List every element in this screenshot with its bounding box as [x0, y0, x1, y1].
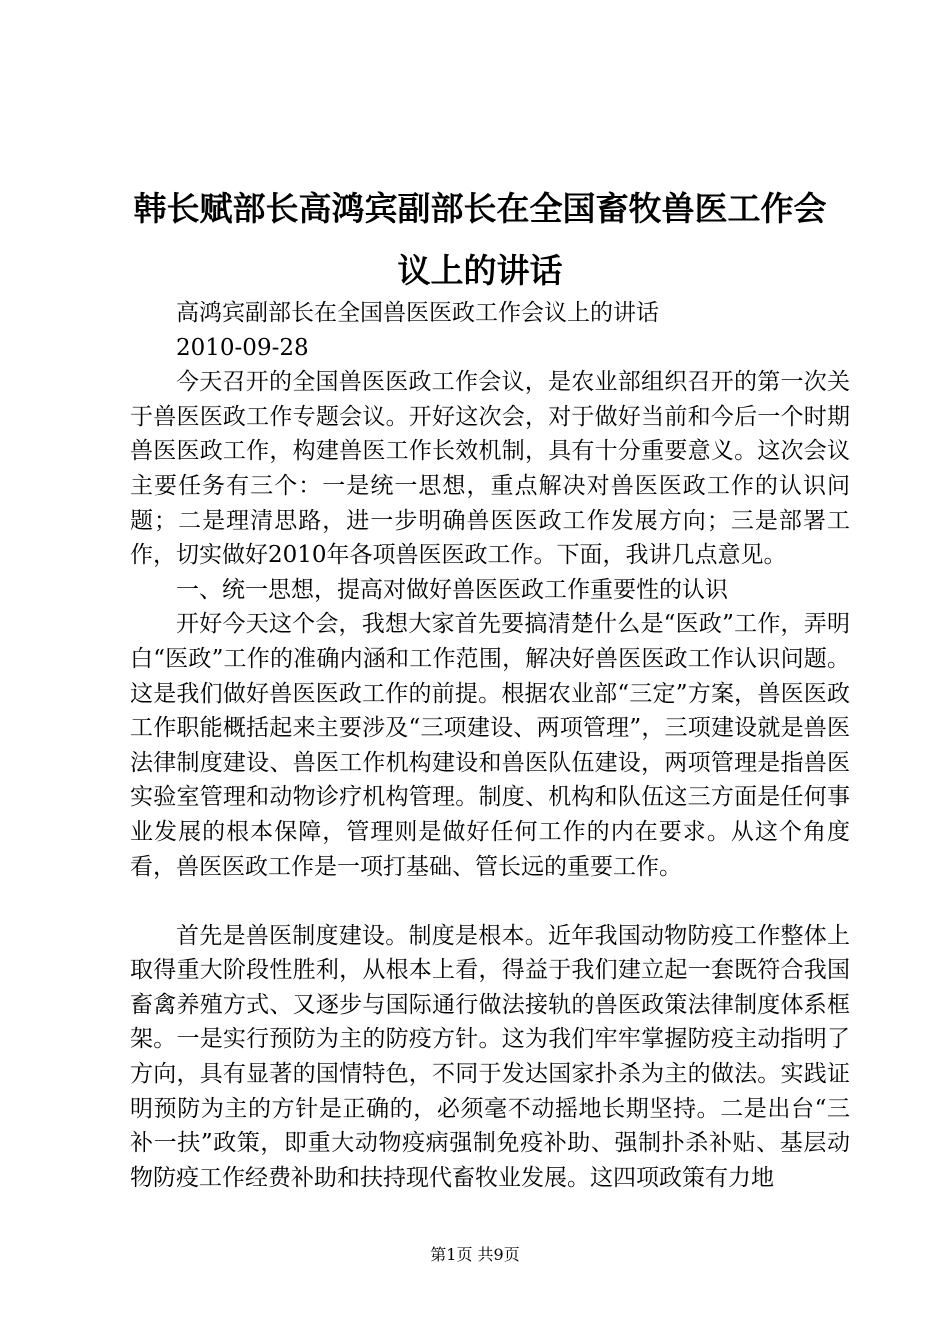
document-body: [130, 296, 850, 1195]
document-date: 2010-09-28: [176, 334, 309, 361]
paragraph-intro: 今天召开的全国兽医医政工作会议，是农业部组织召开的第一次关于兽医医政工作专题会议。开好这次会，对于做好当前和今后一个时期兽医医政工作，构建兽医工作长效机制，具有十分重要意义。这次会议主要任务有三个：一是统一思想，重点解决对兽医医政工作的认识问题；二是理清思路，进一步明确兽医医政工作发展方向；三是部署工作，切实做好2010年各项兽医医政工作。下面，我讲几点意见。: [130, 369, 850, 569]
document-title: 韩长赋部长高鸿宾副部长在全国畜牧兽医工作会议上的讲话: [133, 189, 827, 290]
paragraph-medical-administration: 开好今天这个会，我想大家首先要搞清楚什么是“医政”工作，弄明白“医政”工作的准确内涵和工作范围，解决好兽医医政工作认识问题。这是我们做好兽医医政工作的前提。根据农业部“三定”方案，兽医医政工作职能概括起来主要涉及“三项建设、两项管理”，三项建设就是兽医法律制度建设、兽医工作机构建设和兽医队伍建设，两项管理是指兽医实验室管理和动物诊疗机构管理。制度、机构和队伍这三方面是任何事业发展的根本保障，管理则是做好任何工作的内在要求。从这个角度看，兽医医政工作是一项打基础、管长远的重要工作。: [130, 611, 850, 880]
page-indicator: 第1页 共9页: [430, 1245, 520, 1264]
paragraph-system-building: 首先是兽医制度建设。制度是根本。近年我国动物防疫工作整体上取得重大阶段性胜利，从根本上看，得益于我们建立起一套既符合我国畜禽养殖方式、又逐步与国际通行做法接轨的兽医政策法律制度体系框架。一是实行预防为主的防疫方针。这为我们牢牢掌握防疫主动指明了方向，具有显著的国情特色，不同于发达国家扑杀为主的做法。实践证明预防为主的方针是正确的，必须毫不动摇地长期坚持。二是出台“三补一扶”政策，即重大动物疫病强制免疫补助、强制扑杀补贴、基层动物防疫工作经费补助和扶持现代畜牧业发展。这四项政策有力地: [130, 922, 850, 1191]
section-heading: 一、统一思想，提高对做好兽医医政工作重要性的认识: [176, 576, 728, 603]
document-subtitle: 高鸿宾副部长在全国兽医医政工作会议上的讲话: [176, 300, 659, 326]
